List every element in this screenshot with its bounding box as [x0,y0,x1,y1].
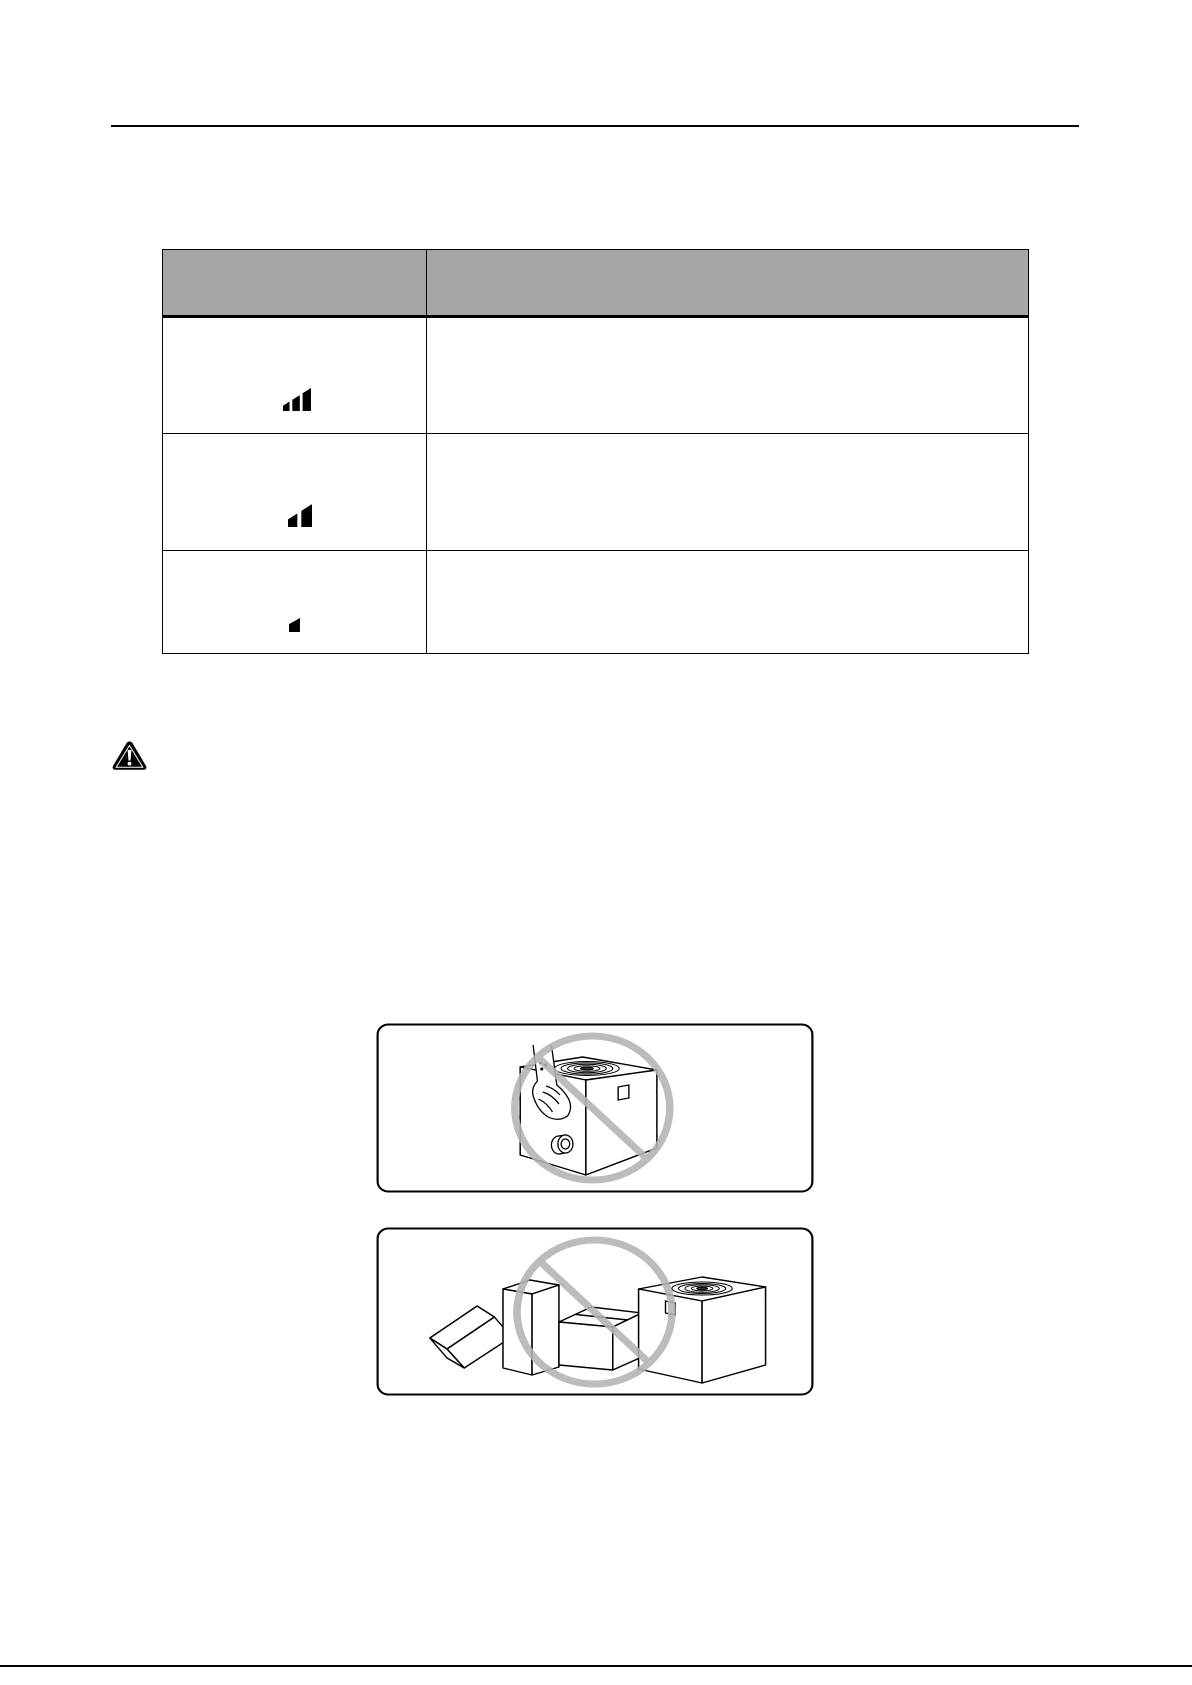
speaker-center [580,1067,593,1070]
table-row [163,318,1028,434]
knob-face-inner [561,1139,570,1149]
signal-bar [303,388,311,411]
signal-icon-cell [163,551,427,653]
speaker-center [697,1287,708,1289]
signal-icon-cell [163,318,427,433]
exclamation-dot [128,762,132,766]
arm-mark [541,1068,543,1070]
signal-bar [289,618,300,632]
header-cell-description [427,250,1028,315]
table-row [163,551,1028,653]
illustration-no-touching [376,1023,814,1193]
warning-triangle-icon [111,740,148,771]
indicator-window [618,1085,629,1100]
table-header-row [163,250,1028,318]
signal-bar [283,402,290,411]
signal-bar [288,513,297,527]
footer-rule [0,1665,1192,1667]
description-cell [427,434,1028,550]
signal-bar [292,395,299,411]
description-cell [427,318,1028,433]
description-cell [427,551,1028,653]
box-front-face [559,1322,613,1370]
do-not-place-objects-nearby-illustration [376,1227,814,1396]
appliance-cube [639,1277,766,1383]
signal-strength-3-bars-icon [283,388,311,411]
signal-icon-cell [163,434,427,550]
table-row [163,434,1028,551]
signal-strength-2-bars-icon [288,494,328,527]
header-rule [111,125,1079,127]
lower-control-knob [551,1135,573,1154]
signal-strength-1-bar-icon [289,598,336,632]
illustration-no-obstructions [376,1227,814,1396]
signal-strength-table [162,249,1029,654]
do-not-touch-controls-illustration [376,1023,814,1193]
header-cell-icon [163,250,427,315]
tall-box [503,1280,559,1375]
signal-bar [301,504,312,527]
